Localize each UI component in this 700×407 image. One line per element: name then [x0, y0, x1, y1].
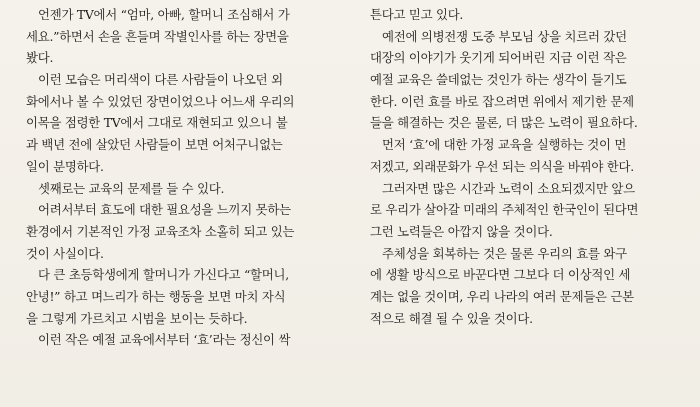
text-line: 안녕!” 하고 며느리가 하는 행동을 보면 마치 자식: [26, 288, 286, 304]
text-line: 셋째로는 교육의 문제를 들 수 있다.: [38, 180, 225, 196]
text-line: 과 백년 전에 살았던 사람들이 보면 어처구니없는: [26, 137, 283, 153]
left-text-column: [26, 4, 348, 351]
text-line: 에 생활 방식으로 바꾼다면 그보다 더 이상적인 세: [370, 267, 631, 283]
text-line: 주체성을 회복하는 것은 물론 우리의 효를 와구: [382, 245, 627, 261]
text-line: 이런 작은 예절 교육에서부터 ‘효’라는 정신이 싹: [38, 332, 291, 348]
text-line: 그런 노력들은 아깝지 않을 것이다.: [370, 223, 553, 239]
text-line: 언젠가 TV에서 “엄마, 아빠, 할머니 조심해서 가: [38, 7, 290, 22]
text-line: 환경에서 기본적인 가정 교육조차 소홀히 되고 있는: [26, 223, 295, 239]
text-line: 튼다고 믿고 있다.: [370, 7, 464, 22]
right-text-column: [370, 4, 688, 329]
text-line: 을 그렇게 가르치고 시범을 보이는 듯하다.: [26, 310, 248, 326]
text-line: 세요.”하면서 손을 흔들며 작별인사를 하는 장면을: [26, 28, 289, 44]
text-line: 대장의 이야기가 웃기게 되어버린 지금 이런 작은: [370, 50, 627, 66]
text-line: 로 우리가 살아갈 미래의 주체적인 한국인이 된다면: [370, 202, 639, 218]
text-line: 다 큰 초등학생에게 할머니가 가신다고 “할머니,: [38, 267, 289, 283]
text-line: 한다. 이런 효를 바로 잡으려면 위에서 제기한 문제: [370, 93, 634, 109]
text-line: 이런 모습은 머리색이 다른 사람들이 나오던 외: [38, 72, 283, 88]
text-line: 적으로 해결 될 수 있을 것이다.: [370, 310, 533, 326]
text-line: 먼저 ‘효’에 대한 가정 교육을 실행하는 것이 먼: [382, 137, 627, 153]
text-line: 화에서나 볼 수 있었던 장면이었으나 어느새 우리의: [26, 93, 295, 109]
text-line: 어려서부터 효도에 대한 필요성을 느끼지 못하는: [38, 202, 291, 218]
text-line: 예절 교육은 쓸데없는 것인가 하는 생각이 들기도: [370, 72, 627, 88]
text-line: 계는 없을 것이며, 우리 나라의 여러 문제들은 근본: [370, 288, 634, 304]
text-line: 저겠고, 외래문화가 우선 되는 의식을 바꿔야 한다.: [370, 158, 634, 174]
text-line: 일이 분명하다.: [26, 158, 104, 174]
text-line: 것이 사실이다.: [26, 245, 104, 261]
text-line: 예전에 의병전쟁 도중 부모님 상을 치르러 갔던: [382, 28, 627, 44]
text-line: 들을 해결하는 것은 물론, 더 많은 노력이 필요하다.: [370, 115, 638, 131]
text-line: 이목을 점령한 TV에서 그대로 재현되고 있으니 불: [26, 115, 288, 131]
text-line: 그러자면 많은 시간과 노력이 소요되겠지만 앞으: [382, 180, 635, 196]
text-line: 봤다.: [26, 50, 54, 66]
